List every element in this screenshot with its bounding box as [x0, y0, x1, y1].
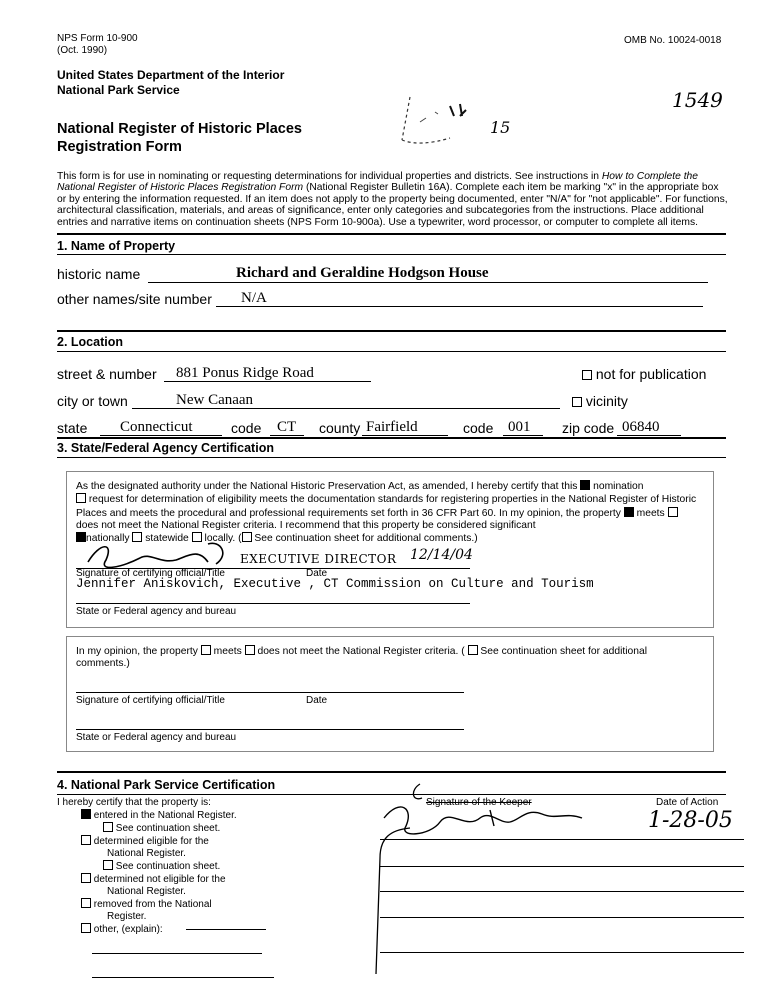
- other-explain-line-2[interactable]: [92, 953, 262, 954]
- nomination-checkbox[interactable]: [580, 480, 590, 490]
- state-code-underline: [270, 435, 304, 436]
- service-name: National Park Service: [57, 83, 180, 97]
- opinion-see-checkbox[interactable]: [468, 645, 478, 655]
- keeper-line-3[interactable]: [380, 891, 744, 892]
- section-2-rule: [57, 351, 726, 352]
- street-label: street & number: [57, 366, 157, 382]
- state-value[interactable]: Connecticut: [120, 419, 193, 435]
- county-code-value[interactable]: 001: [508, 419, 531, 435]
- state-code-value[interactable]: CT: [277, 419, 297, 435]
- department-name: United States Department of the Interior: [57, 68, 285, 82]
- see-cont-1-checkbox[interactable]: [103, 822, 113, 832]
- county-code-label: code: [463, 420, 494, 436]
- keeper-signature-label: Signature of the Keeper: [426, 797, 532, 808]
- county-code-underline: [503, 435, 543, 436]
- opinion-meets-checkbox[interactable]: [201, 645, 211, 655]
- opinion-text: In my opinion, the property meets does not meet the National Register criteria. ( See continuation sheet for additional comments.): [76, 646, 647, 670]
- section-3-top-rule: [57, 437, 726, 439]
- other-names-label: other names/site number: [57, 291, 212, 307]
- section-3-heading: 3. State/Federal Agency Certification: [57, 441, 274, 455]
- section-3-rule: [57, 457, 726, 458]
- section-2-top-rule: [57, 330, 726, 332]
- typed-official-name: Jennifer Aniskovich, Executive , CT Commission on Culture and Tourism: [76, 577, 594, 591]
- historic-name-value[interactable]: Richard and Geraldine Hodgson House: [236, 265, 489, 281]
- section-4-heading: 4. National Park Service Certification: [57, 778, 276, 792]
- keeper-line-2[interactable]: [380, 866, 744, 867]
- not-eligible-checkbox[interactable]: [81, 873, 91, 883]
- historic-name-underline: [148, 282, 708, 283]
- other-explain-line-1[interactable]: [186, 929, 266, 930]
- intro-paragraph: This form is for use in nominating or requesting determinations for individual properties and districts. See instructions in How to Complete the National Register of Historic Places Registration Form (National Register Bulletin 16A). Complete each item be marking "x" in the appropriate box or by entering the information requested. If an item does not apply to the property being documented, enter "N/A" for "not applicable". For functions, architectural classification, materials, and areas of significance, enter only categories and subcategories from the instructions. Place additional entries and narrative items on continuation sheets (NPS Form 10-900a). Use a typewriter, word processor, or computer to complete all items.: [57, 171, 728, 228]
- request-checkbox[interactable]: [76, 493, 86, 503]
- section-1-heading: 1. Name of Property: [57, 239, 176, 253]
- zip-code-label: zip code: [562, 420, 615, 436]
- see-cont-2-checkbox[interactable]: [103, 860, 113, 870]
- entered-checkbox[interactable]: [81, 809, 91, 819]
- not-for-publication-checkbox[interactable]: [582, 370, 592, 380]
- date-label-2: Date: [306, 695, 328, 706]
- street-value[interactable]: 881 Ponus Ridge Road: [176, 365, 314, 381]
- other-names-value[interactable]: N/A: [241, 290, 267, 306]
- handwritten-title: EXECUTIVE DIRECTOR: [240, 552, 397, 566]
- city-underline: [132, 408, 560, 409]
- state-label: state: [57, 420, 88, 436]
- form-title: [57, 120, 302, 156]
- zip-code-value[interactable]: 06840: [622, 419, 660, 435]
- agency-line-1: [76, 603, 470, 604]
- county-label: county: [319, 420, 361, 436]
- vicinity-option[interactable]: vicinity: [572, 393, 628, 409]
- agency-line-2[interactable]: [76, 729, 464, 730]
- other-names-underline: [216, 306, 703, 307]
- opinion-does-not-meet-checkbox[interactable]: [245, 645, 255, 655]
- stamp-number: 15: [490, 118, 511, 137]
- section-1-top-rule: [57, 233, 726, 235]
- date-of-action-value: 1-28-05: [648, 808, 733, 833]
- city-label: city or town: [57, 393, 128, 409]
- handwritten-reference-number: 1549: [672, 88, 723, 112]
- section-4-top-rule: [57, 771, 726, 773]
- agency-label-2: State or Federal agency and bureau: [76, 732, 237, 743]
- state-certification-text: As the designated authority under the National Historic Preservation Act, as amended, I hereby certify that this nomination request for determination of eligibility meets the documentation standards for registering properties in the National Register of Historic Places and meets the procedural and professional requirements set forth in 36 CFR Part 60. In my opinion, the property meets does not meet the National Register criteria. I recommend that this property be considered significant nationally statewide locally. ( See continuation sheet for additional comments.): [76, 481, 697, 545]
- keeper-line-1[interactable]: [380, 839, 744, 840]
- state-code-label: code: [231, 420, 262, 436]
- date-label: Date: [306, 568, 328, 579]
- form-number: NPS Form 10-900: [57, 33, 138, 44]
- nps-cert-intro: I hereby certify that the property is:: [57, 797, 211, 808]
- county-value[interactable]: Fairfield: [366, 419, 418, 435]
- form-number-block: [57, 33, 138, 57]
- signature-label-2: Signature of certifying official/Title: [76, 695, 225, 706]
- city-value[interactable]: New Canaan: [176, 392, 254, 408]
- nps-cert-options: I hereby certify that the property is: entered in the National Register. See continuation sheet. determined eligible for the National Register. See continuation sheet. determined not eligible for the National Register. removed from the National Register. other, (explain):: [57, 797, 237, 935]
- determined-eligible-checkbox[interactable]: [81, 835, 91, 845]
- omb-number: OMB No. 10024-0018: [624, 35, 722, 46]
- keeper-line-4[interactable]: [380, 917, 744, 918]
- meets-checkbox[interactable]: [624, 507, 634, 517]
- vicinity-checkbox[interactable]: [572, 397, 582, 407]
- section-2-heading: 2. Location: [57, 335, 123, 349]
- section-1-rule: [57, 254, 726, 255]
- title-line-2: Registration Form: [57, 139, 182, 155]
- other-checkbox[interactable]: [81, 923, 91, 933]
- signature-line-2[interactable]: [76, 692, 464, 693]
- handwritten-date: 12/14/04: [410, 547, 473, 563]
- title-line-1: National Register of Historic Places: [57, 121, 302, 137]
- state-underline: [100, 435, 222, 436]
- date-of-action-label: Date of Action: [656, 797, 719, 808]
- signature-label: Signature of certifying official/Title: [76, 568, 225, 579]
- state-official-signature: [80, 538, 240, 572]
- keeper-signature: [370, 778, 610, 978]
- removed-checkbox[interactable]: [81, 898, 91, 908]
- does-not-meet-checkbox[interactable]: [668, 507, 678, 517]
- historic-name-label: historic name: [57, 266, 141, 282]
- other-explain-line-3[interactable]: [92, 977, 274, 978]
- zip-code-underline: [617, 435, 681, 436]
- agency-label: State or Federal agency and bureau: [76, 606, 237, 617]
- form-date: (Oct. 1990): [57, 45, 108, 56]
- see-continuation-checkbox[interactable]: [242, 532, 252, 542]
- agency-block: [57, 68, 284, 98]
- not-for-publication-option[interactable]: not for publication: [582, 366, 706, 382]
- keeper-line-5[interactable]: [380, 952, 744, 953]
- street-underline: [164, 381, 371, 382]
- county-underline: [362, 435, 448, 436]
